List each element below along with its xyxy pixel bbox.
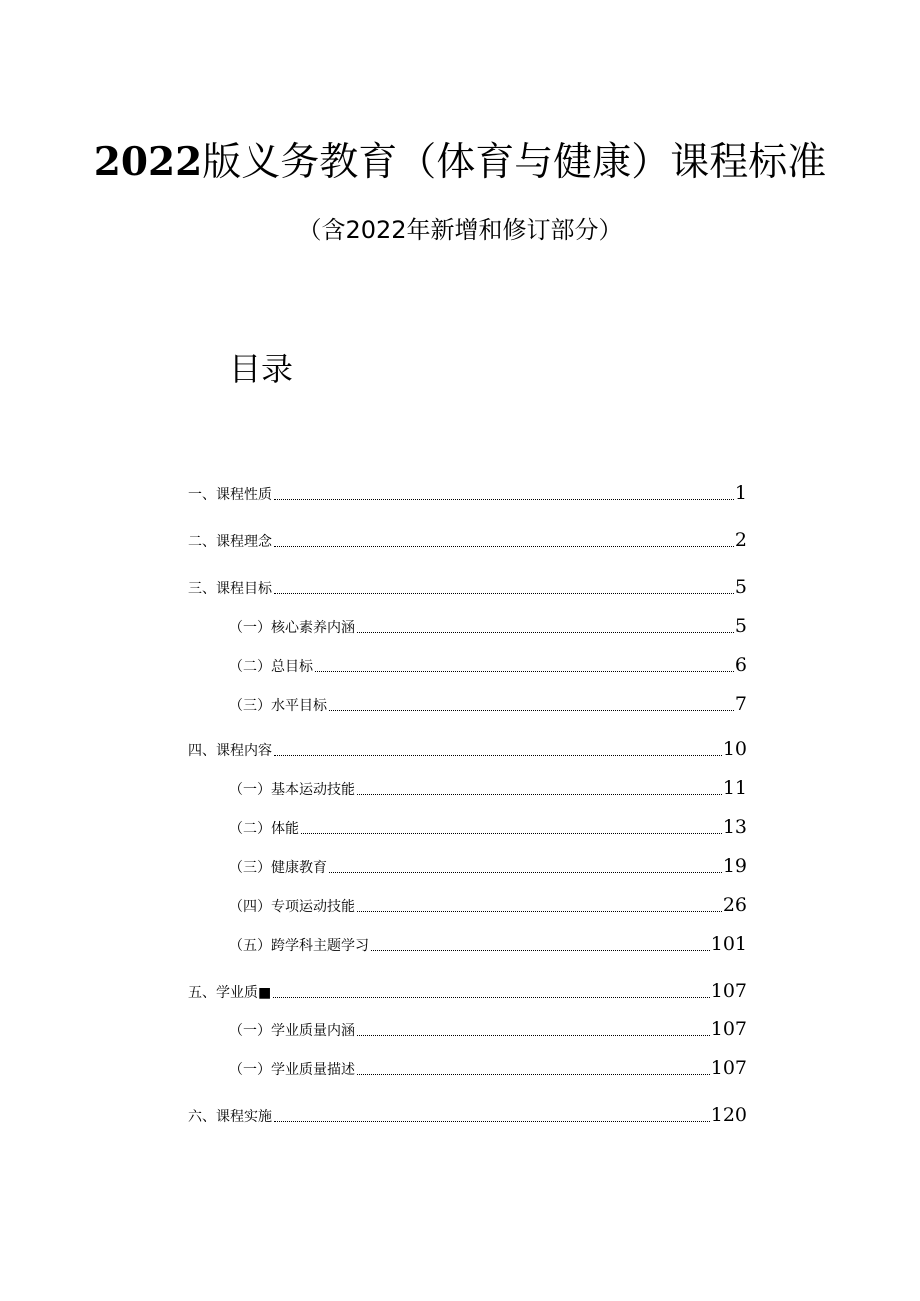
toc-entry-4-4[interactable] [229, 891, 747, 917]
toc-leader-dots [315, 671, 734, 672]
toc-entry-4-5[interactable] [229, 930, 747, 956]
toc-entry-label: （二）总目标 [229, 659, 313, 675]
toc-entry-label: （五）跨学科主题学习 [229, 938, 369, 954]
toc-entry-page: 1 [734, 482, 747, 504]
toc-entry-label: （三）水平目标 [229, 698, 327, 714]
toc-entry-page: 101 [710, 933, 747, 955]
toc-entry-page: 10 [722, 738, 747, 760]
document-subtitle: （含2022年新增和修订部分） [297, 216, 623, 244]
toc-leader-dots [357, 1035, 710, 1036]
toc-entry-page: 107 [710, 980, 747, 1002]
toc-entry-4-2[interactable] [229, 813, 747, 839]
toc-entry-page: 107 [710, 1057, 747, 1079]
toc-entry-label: 二、课程理念 [188, 534, 272, 550]
toc-leader-dots [274, 1121, 710, 1122]
toc-entry-5-1[interactable] [229, 1015, 747, 1041]
toc-heading: 目录 [229, 350, 294, 388]
toc-entry-label: 六、课程实施 [188, 1109, 272, 1125]
toc-leader-dots [357, 1074, 710, 1075]
document-title-year: 2022 [93, 139, 203, 185]
toc-entry-5-2[interactable] [229, 1054, 747, 1080]
toc-entry-page: 7 [734, 693, 747, 715]
toc-leader-dots [274, 546, 734, 547]
toc-entry-label: 三、课程目标 [188, 581, 272, 597]
toc-entry-4-3[interactable] [229, 852, 747, 878]
toc-entry-3-3[interactable] [229, 690, 747, 716]
toc-entry-label: 一、课程性质 [188, 487, 272, 503]
toc-entry-6[interactable] [188, 1101, 747, 1127]
toc-leader-dots [329, 710, 734, 711]
toc-entry-3[interactable] [188, 573, 747, 599]
toc-entry-page: 107 [710, 1018, 747, 1040]
toc-leader-dots [357, 794, 722, 795]
toc-leader-dots [329, 872, 722, 873]
toc-leader-dots [301, 833, 722, 834]
toc-entry-label: 四、课程内容 [188, 743, 272, 759]
toc-entry-label: （三）健康教育 [229, 860, 327, 876]
toc-entry-page: 5 [734, 615, 747, 637]
toc-entry-label: 五、学业质■ [188, 985, 272, 1001]
toc-entry-label: （二）体能 [229, 821, 299, 837]
toc-entry-label: （一）学业质量内涵 [229, 1023, 355, 1039]
toc-entry-page: 13 [722, 816, 747, 838]
toc-entry-page: 6 [734, 654, 747, 676]
toc-entry-label: （一）基本运动技能 [229, 782, 355, 798]
toc-leader-dots [274, 755, 722, 756]
toc-entry-page: 2 [734, 529, 747, 551]
toc-leader-dots [274, 593, 734, 594]
toc-entry-1[interactable] [188, 479, 747, 505]
toc-entry-5[interactable] [188, 977, 747, 1003]
toc-leader-dots [357, 911, 722, 912]
toc-entry-4-1[interactable] [229, 774, 747, 800]
toc-entry-page: 120 [710, 1104, 747, 1126]
toc-entry-page: 5 [734, 576, 747, 598]
toc-leader-dots [273, 997, 710, 998]
toc-entry-label: （一）学业质量描述 [229, 1062, 355, 1078]
toc-entry-3-1[interactable] [229, 612, 747, 638]
toc-leader-dots [371, 950, 710, 951]
toc-entry-label: （四）专项运动技能 [229, 899, 355, 915]
toc-entry-label: （一）核心素养内涵 [229, 620, 355, 636]
toc-entry-2[interactable] [188, 526, 747, 552]
toc-leader-dots [274, 499, 734, 500]
toc-entry-4[interactable] [188, 735, 747, 761]
toc-entry-page: 26 [722, 894, 747, 916]
document-title-text: 版义务教育（体育与健康）课程标准 [202, 140, 827, 185]
toc-entry-page: 11 [722, 777, 747, 799]
toc-leader-dots [357, 632, 734, 633]
toc-entry-3-2[interactable] [229, 651, 747, 677]
toc-entry-page: 19 [722, 855, 747, 877]
